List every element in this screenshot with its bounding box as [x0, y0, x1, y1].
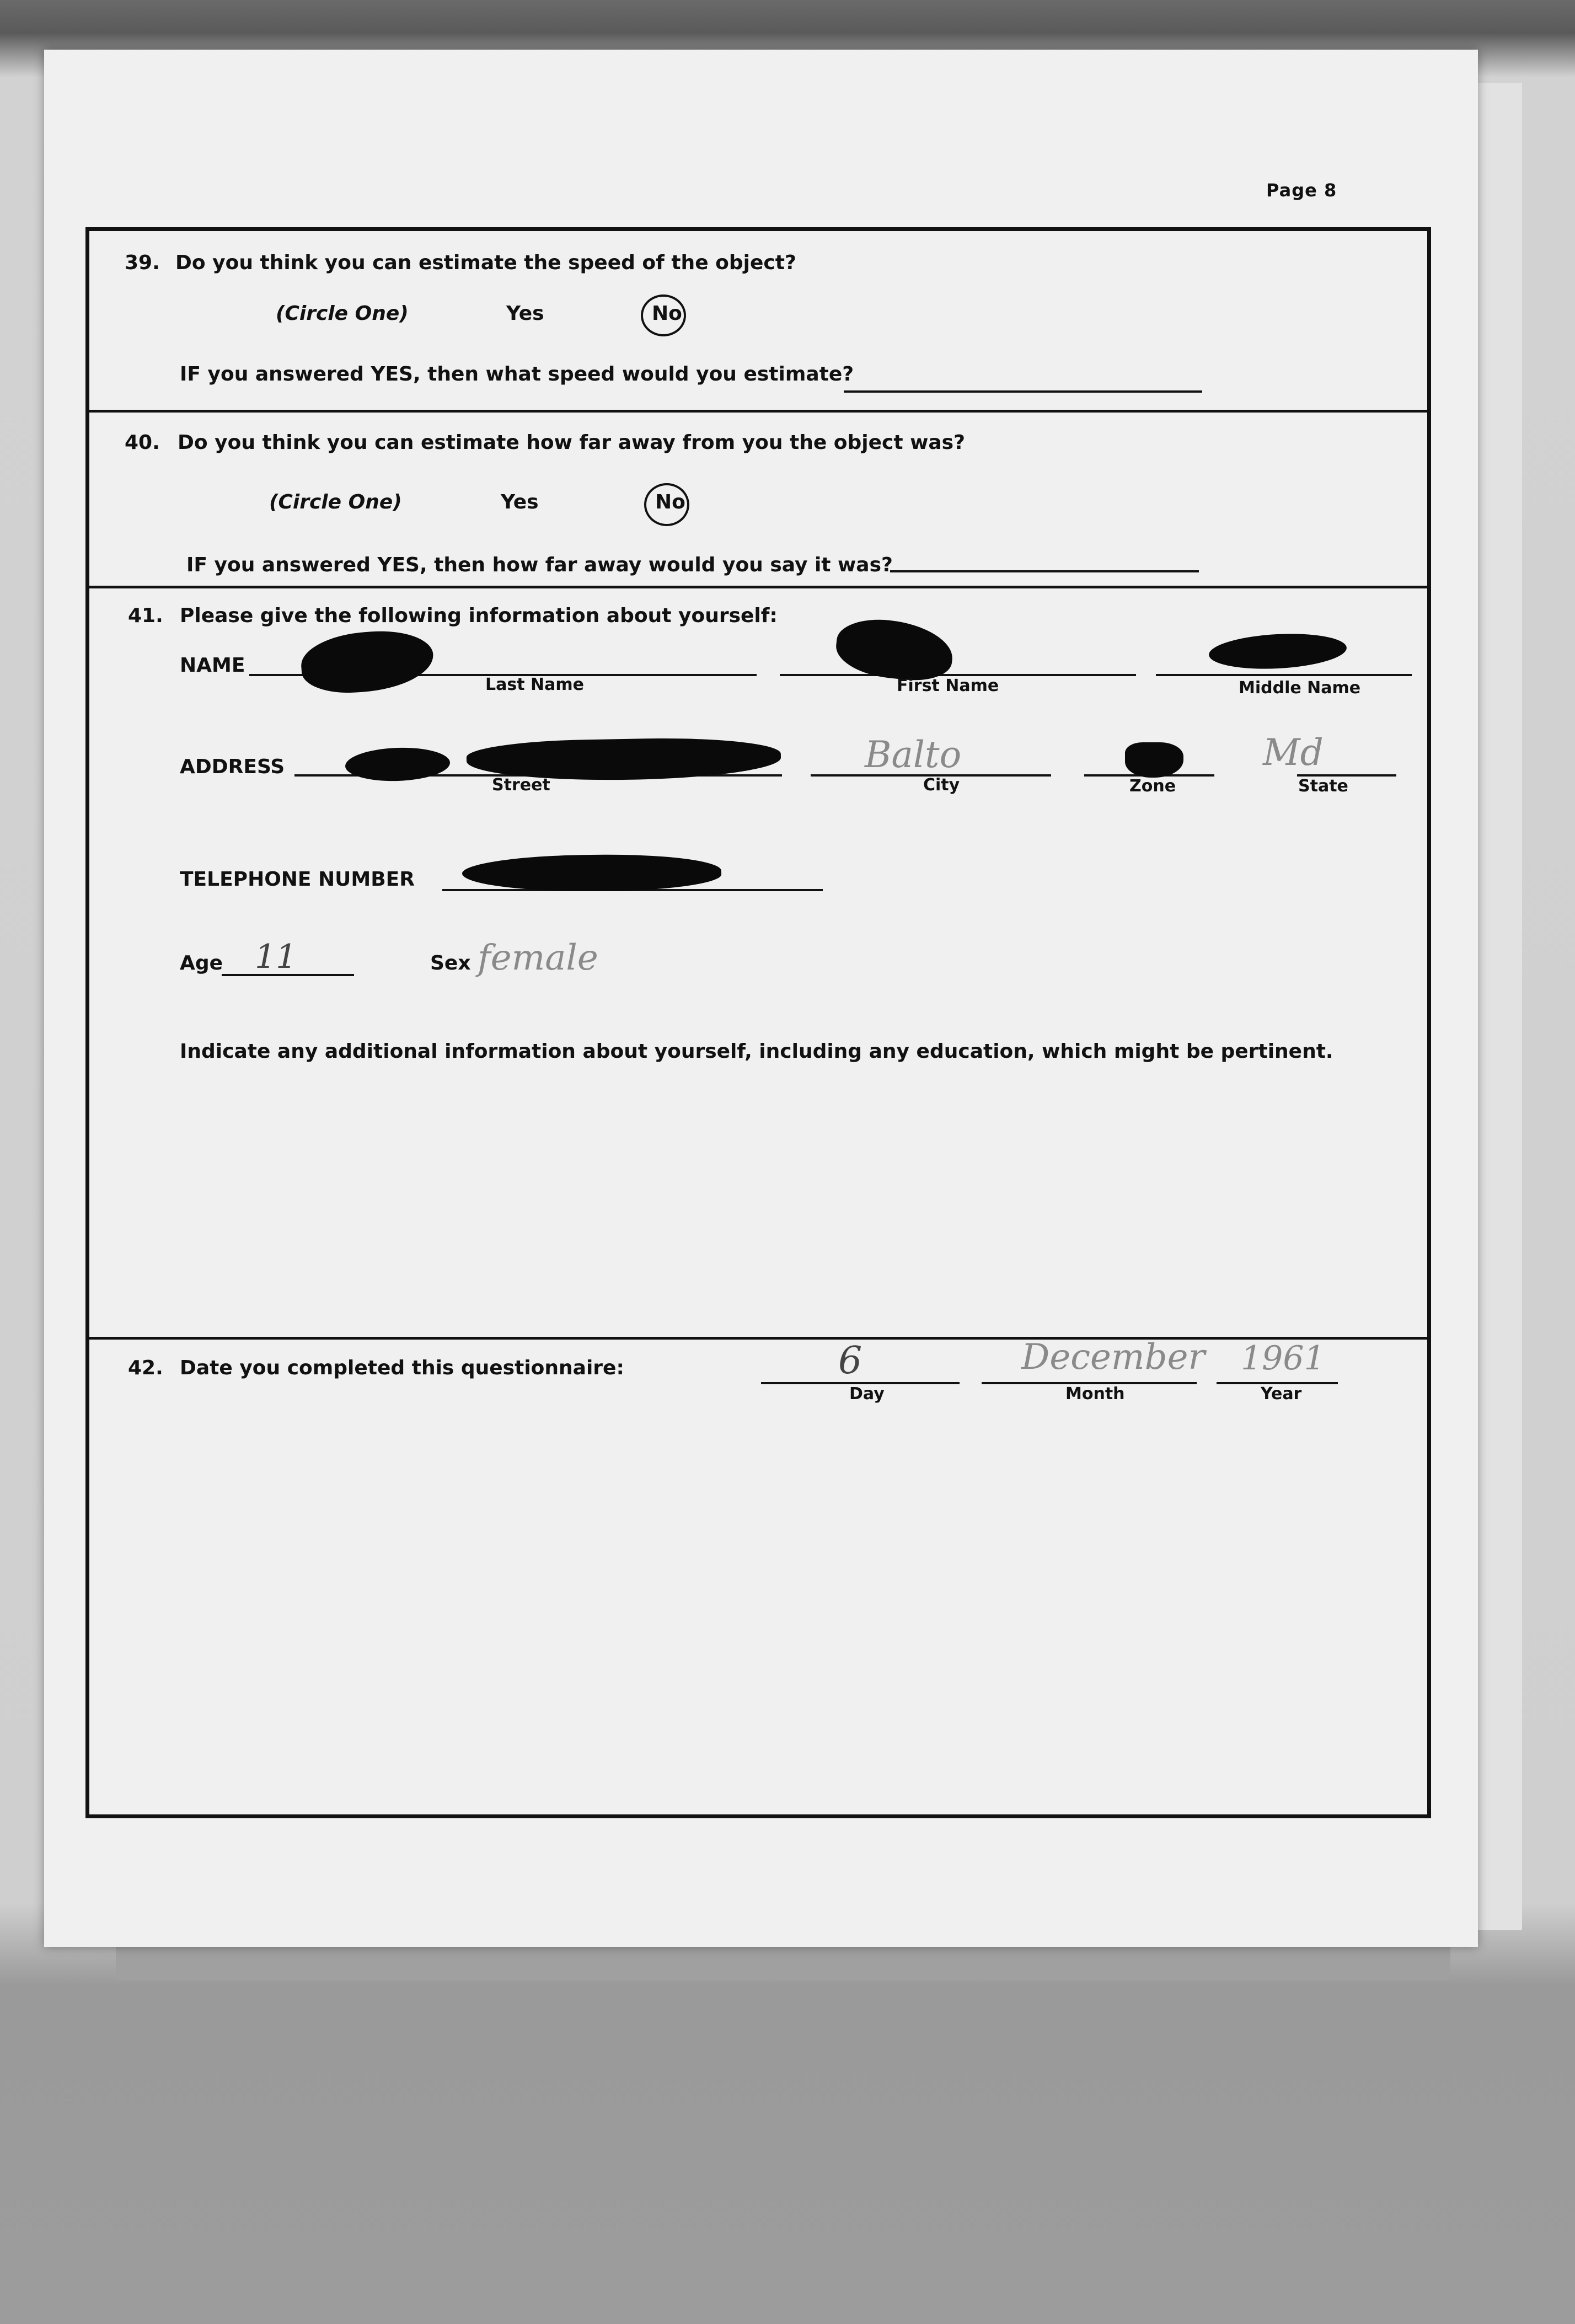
divider-41-42 — [85, 1337, 1431, 1340]
day-caption: Day — [849, 1384, 885, 1404]
sex-value: female — [478, 938, 598, 978]
day-value: 6 — [838, 1339, 863, 1383]
year-caption: Year — [1261, 1384, 1302, 1404]
q41-prompt: Please give the following information about yourself: — [180, 604, 778, 627]
city-value: Balto — [865, 733, 962, 776]
middle-name-line[interactable] — [1156, 674, 1412, 676]
q40-number: 40. — [125, 431, 160, 454]
month-value: December — [1021, 1337, 1206, 1378]
q39-circle-one: (Circle One) — [276, 302, 409, 325]
q39-no-option[interactable]: No — [652, 302, 682, 325]
q40-followup: IF you answered YES, then how far away would you say it was? — [186, 554, 893, 576]
q39-no-circle — [641, 294, 686, 336]
q39-question: Do you think you can estimate the speed of the object? — [175, 251, 796, 274]
q39-yes-option[interactable]: Yes — [506, 302, 544, 325]
q42-prompt: Date you completed this questionnaire: — [180, 1357, 624, 1379]
page-number: Page 8 — [1266, 180, 1337, 201]
address-label: ADDRESS — [180, 756, 285, 778]
state-caption: State — [1298, 777, 1348, 796]
q40-distance-line[interactable] — [890, 570, 1199, 572]
q39-followup: IF you answered YES, then what speed would you estimate? — [180, 363, 854, 385]
first-name-caption: First Name — [897, 676, 999, 695]
q40-no-option[interactable]: No — [655, 491, 685, 513]
form-border — [85, 227, 1431, 1818]
telephone-label: TELEPHONE NUMBER — [180, 868, 415, 891]
additional-info-prompt: Indicate any additional information about yourself, including any education, which might be pertinent. — [180, 1040, 1333, 1063]
age-value: 11 — [255, 938, 297, 976]
divider-39-40 — [85, 410, 1431, 413]
state-value: Md — [1263, 731, 1324, 774]
age-label: Age — [180, 952, 223, 974]
last-name-caption: Last Name — [485, 675, 584, 694]
q40-circle-one: (Circle One) — [269, 491, 402, 513]
q41-number: 41. — [128, 604, 163, 627]
q40-question: Do you think you can estimate how far away from you the object was? — [178, 431, 965, 454]
month-caption: Month — [1065, 1384, 1125, 1404]
q40-no-circle — [644, 483, 689, 526]
divider-40-41 — [85, 586, 1431, 588]
page-shadow — [116, 1947, 1450, 1980]
sex-label: Sex — [430, 952, 471, 974]
street-caption: Street — [492, 775, 550, 795]
q39-number: 39. — [125, 251, 160, 274]
q40-yes-option[interactable]: Yes — [501, 491, 539, 513]
zone-caption: Zone — [1129, 777, 1176, 796]
name-label: NAME — [180, 654, 245, 677]
q42-number: 42. — [128, 1357, 163, 1379]
q39-speed-line[interactable] — [844, 390, 1202, 393]
redaction-zone — [1125, 742, 1183, 778]
middle-name-caption: Middle Name — [1239, 678, 1361, 698]
year-value: 1961 — [1241, 1339, 1325, 1378]
city-caption: City — [923, 775, 960, 795]
